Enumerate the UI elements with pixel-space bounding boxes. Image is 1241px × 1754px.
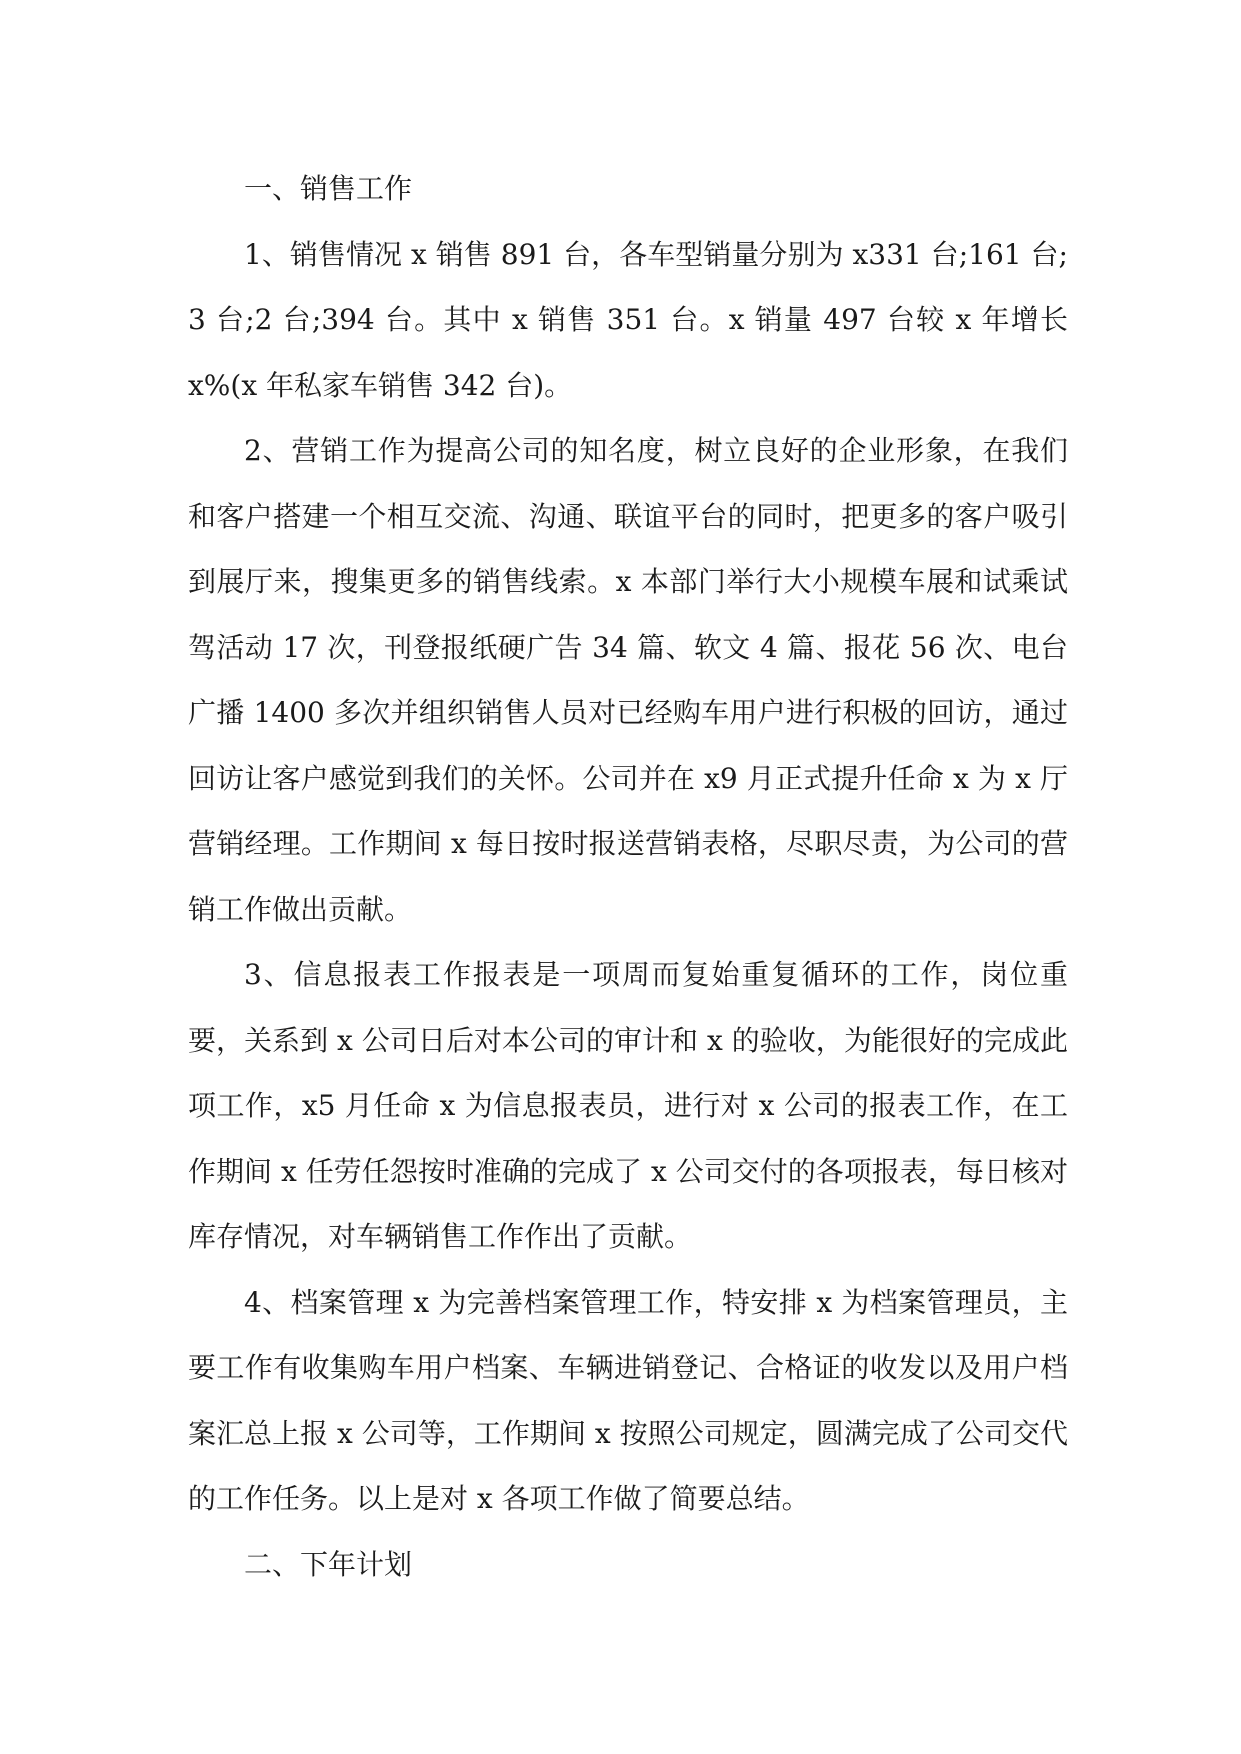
paragraph-sales-status: 1、销售情况 x 销售 891 台，各车型销量分别为 x331 台;161 台;3 台;2 台;394 台。其中 x 销售 351 台。x 销量 497 台较 x 年增长 x%(x 年私家车销售 342 台)。 [188, 237, 1068, 402]
document-body [188, 156, 1068, 1597]
paragraph-archive-management: 4、档案管理 x 为完善档案管理工作，特安排 x 为档案管理员，主要工作有收集购车用户档案、车辆进销登记、合格证的收发以及用户档案汇总上报 x 公司等，工作期间 x 按照公司规定，圆满完成了公司交代的工作任务。以上是对 x 各项工作做了简要总结。 [188, 1285, 1068, 1515]
paragraph-marketing: 2、营销工作为提高公司的知名度，树立良好的企业形象，在我们和客户搭建一个相互交流、沟通、联谊平台的同时，把更多的客户吸引到展厅来，搜集更多的销售线索。x 本部门举行大小规模车展和试乘试驾活动 17 次，刊登报纸硬广告 34 篇、软文 4 篇、报花 56 次、电台广播 1400 多次并组织销售人员对已经购车用户进行积极的回访，通过回访让客户感觉到我们的关怀。公司并在 x9 月正式提升任命 x 为 x 厅营销经理。工作期间 x 每日按时报送营销表格，尽职尽责，为公司的营销工作做出贡献。 [188, 434, 1068, 926]
section-heading-next-year-plan: 二、下年计划 [244, 1547, 413, 1581]
paragraph-info-reports: 3、信息报表工作报表是一项周而复始重复循环的工作，岗位重要，关系到 x 公司日后对本公司的审计和 x 的验收，为能很好的完成此项工作，x5 月任命 x 为信息报表员，进行对 x 公司的报表工作，在工作期间 x 任劳任怨按时准确的完成了 x 公司交付的各项报表，每日核对库存情况，对车辆销售工作作出了贡献。 [188, 958, 1068, 1253]
section-heading-sales: 一、销售工作 [244, 172, 413, 205]
